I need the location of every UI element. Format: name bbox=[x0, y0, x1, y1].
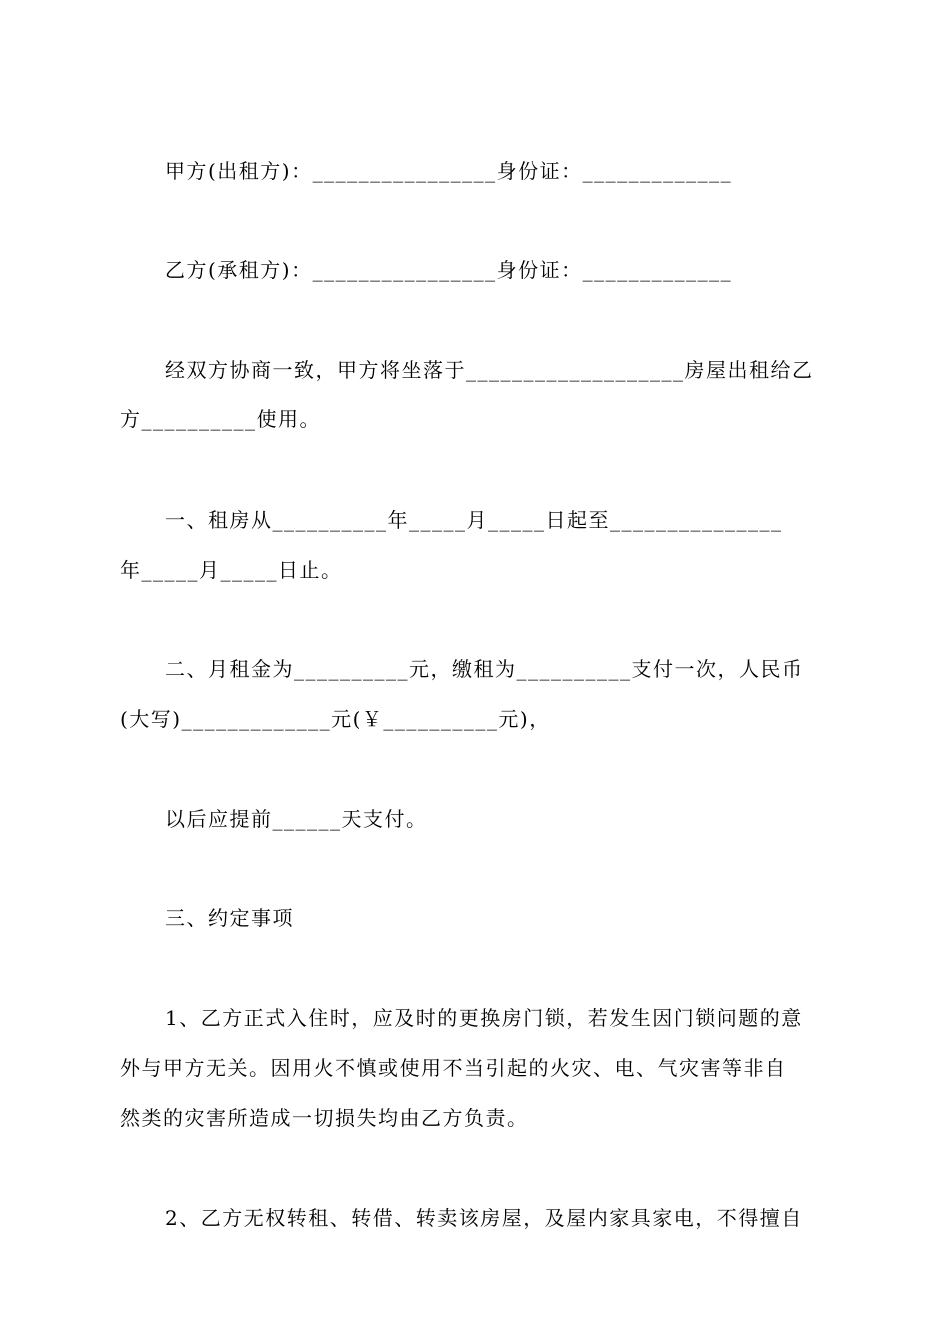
party-a-line: 甲方(出租方)：________________身份证：_____________ bbox=[165, 159, 733, 183]
agreement-line-1: 经双方协商一致，甲方将坐落于___________________房屋出租给乙 bbox=[165, 358, 814, 382]
clause-2-line-1: 2、乙方无权转租、转借、转卖该房屋，及屋内家具家电，不得擅自 bbox=[165, 1206, 803, 1230]
clause-1-line-1: 1、乙方正式入住时，应及时的更换房门锁，若发生因门锁问题的意 bbox=[165, 1006, 803, 1030]
rent-line-2: (大写)_____________元(￥__________元)， bbox=[120, 707, 551, 731]
clause-1-line-3: 然类的灾害所造成一切损失均由乙方负责。 bbox=[120, 1106, 529, 1130]
agreement-line-2: 方__________使用。 bbox=[120, 407, 321, 431]
term-line-2: 年_____月_____日止。 bbox=[120, 558, 343, 582]
section-heading-terms: 三、约定事项 bbox=[165, 906, 294, 930]
rent-line-1: 二、月租金为__________元，缴租为__________支付一次，人民币 bbox=[165, 657, 804, 681]
term-line-1: 一、租房从__________年_____月_____日起至_______________ bbox=[165, 508, 783, 532]
party-b-line: 乙方(承租方)：________________身份证：_____________ bbox=[165, 258, 733, 282]
payment-advance-line: 以后应提前______天支付。 bbox=[165, 807, 428, 831]
clause-1-line-2: 外与甲方无关。因用火不慎或使用不当引起的火灾、电、气灾害等非自 bbox=[120, 1056, 787, 1080]
